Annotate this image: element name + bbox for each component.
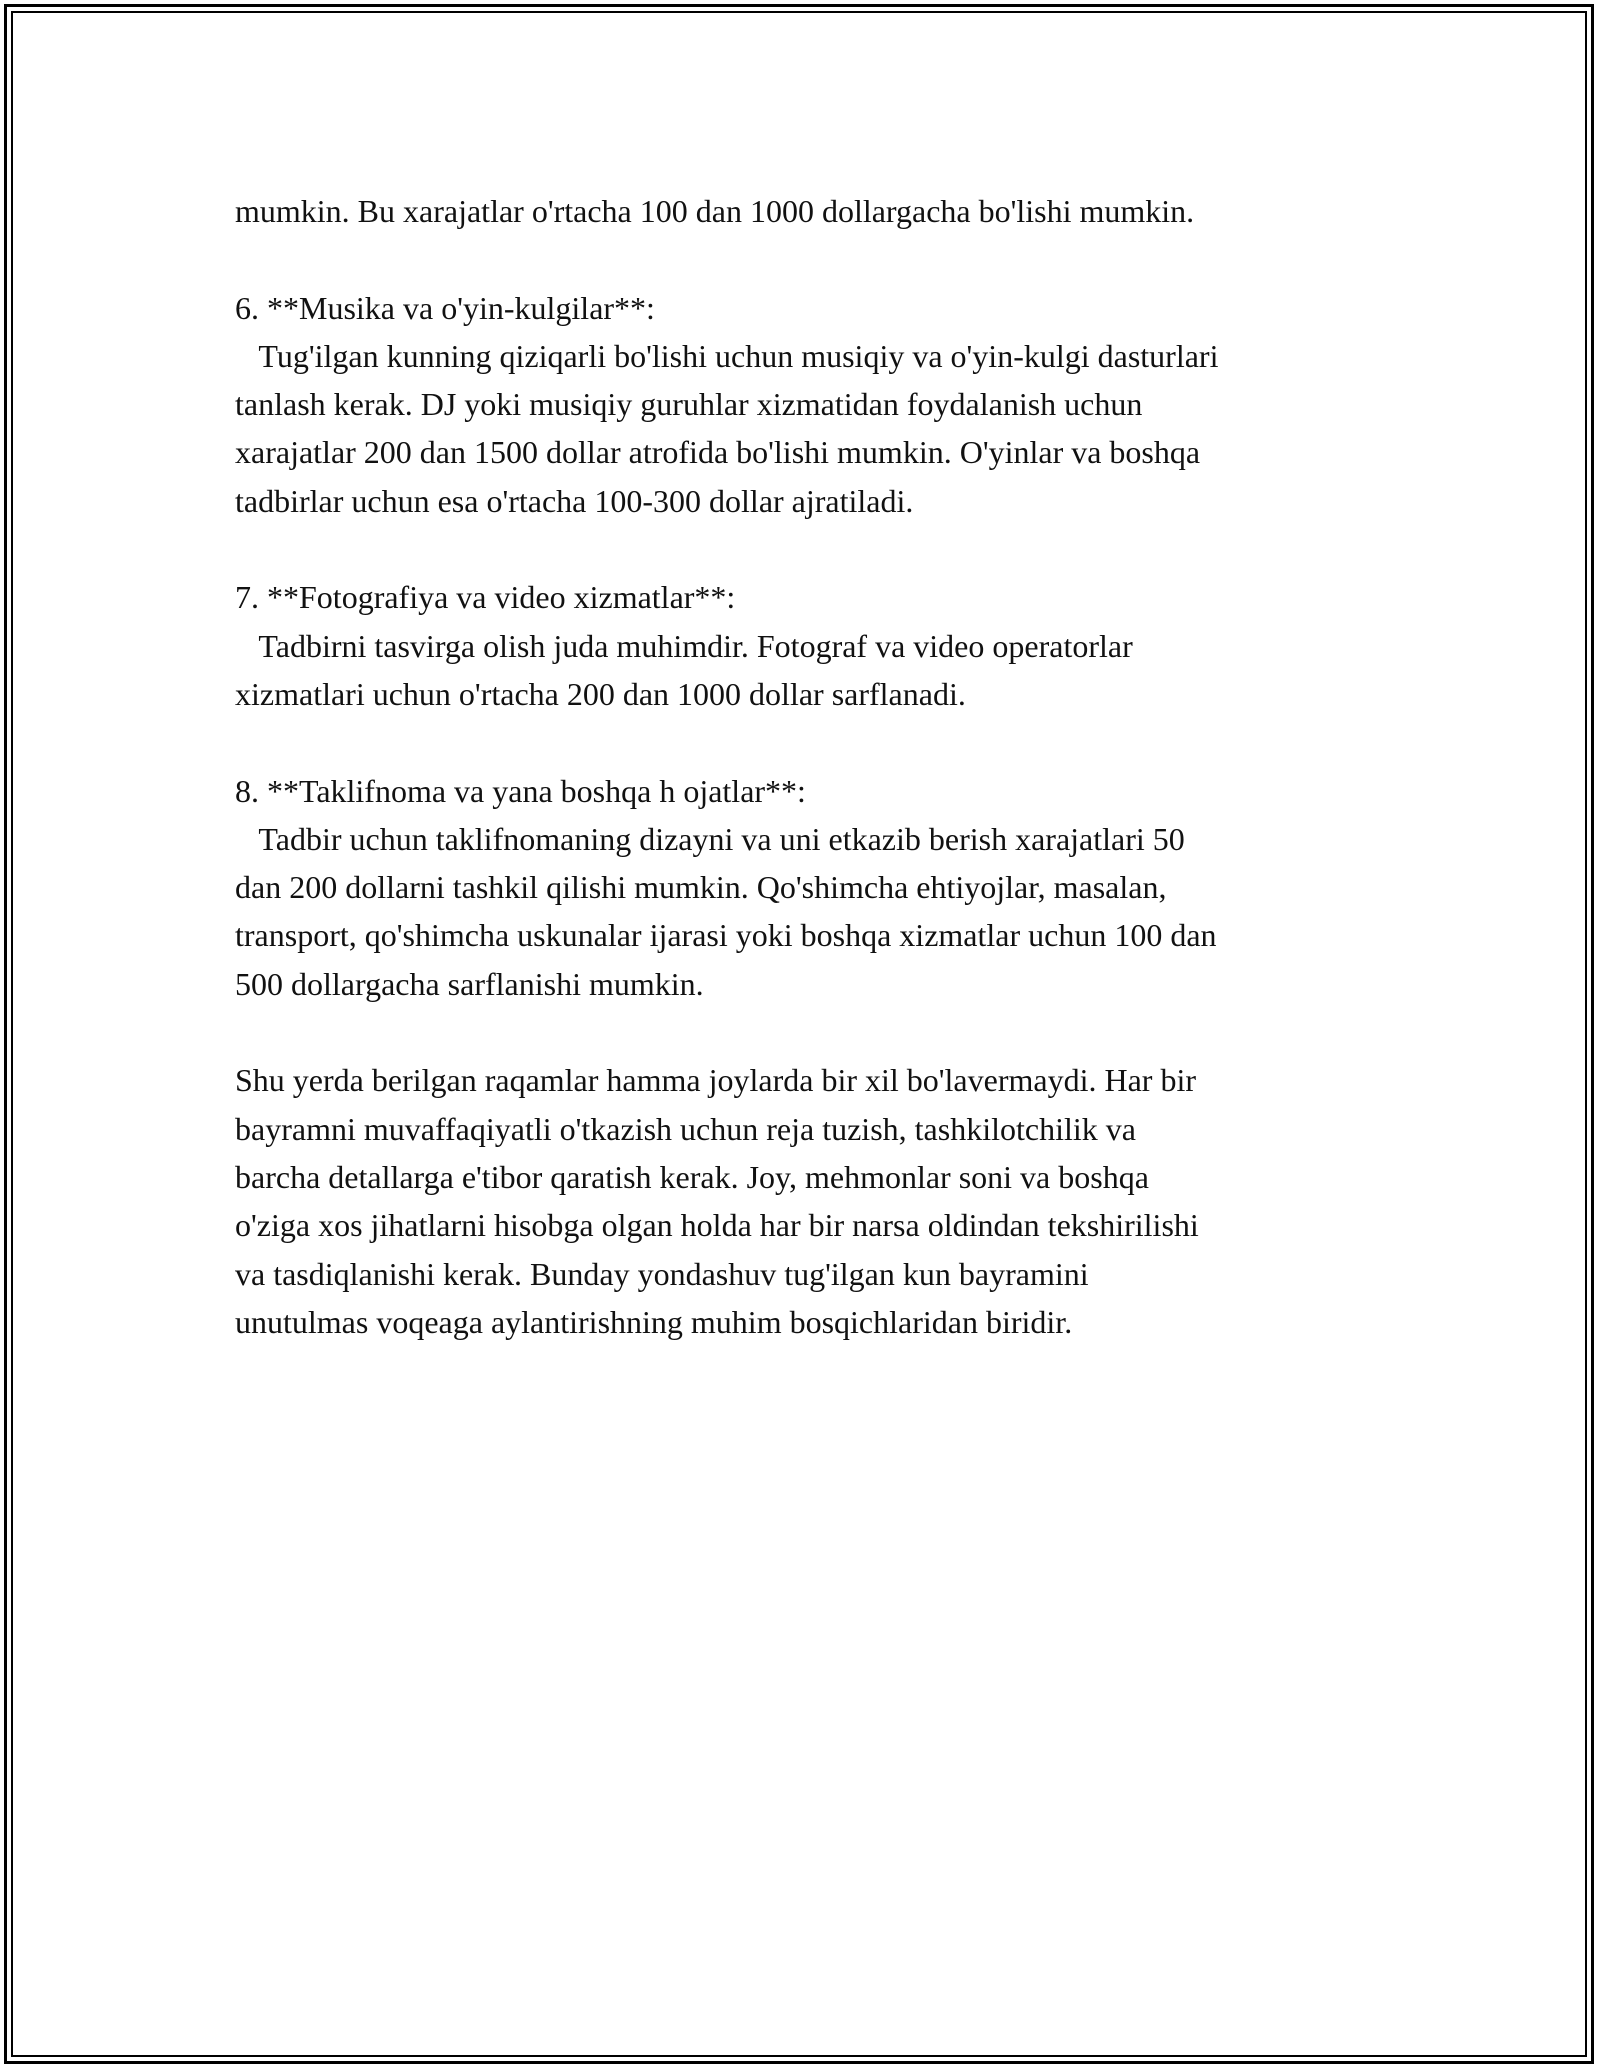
text-line: unutulmas voqeaga aylantirishning muhim bosqichlaridan biridir. bbox=[235, 1303, 1073, 1340]
document-body bbox=[235, 187, 1385, 1346]
text-line: bayramni muvaffaqiyatli o'tkazish uchun reja tuzish, tashkilotchilik va bbox=[235, 1110, 1136, 1147]
section-7 bbox=[235, 573, 1385, 718]
section-heading: 6. **Musika va o'yin-kulgilar**: bbox=[235, 289, 655, 326]
section-heading: 7. **Fotografiya va video xizmatlar**: bbox=[235, 579, 736, 616]
text-line: o'ziga xos jihatlarni hisobga olgan holda har bir narsa oldindan tekshirilishi bbox=[235, 1207, 1199, 1244]
paragraph-gap bbox=[235, 235, 1385, 283]
paragraph-gap bbox=[235, 718, 1385, 766]
paragraph-gap bbox=[235, 525, 1385, 573]
text-line: Tug'ilgan kunning qiziqarli bo'lishi uchun musiqiy va o'yin-kulgi dasturlari bbox=[235, 337, 1219, 374]
text-line: Tadbirni tasvirga olish juda muhimdir. Fotograf va video operatorlar bbox=[235, 627, 1133, 664]
text-line: tadbirlar uchun esa o'rtacha 100-300 dollar ajratiladi. bbox=[235, 482, 914, 519]
section-6 bbox=[235, 284, 1385, 525]
text-line: tanlash kerak. DJ yoki musiqiy guruhlar xizmatidan foydalanish uchun bbox=[235, 386, 1143, 423]
section-8 bbox=[235, 767, 1385, 1008]
section-heading: 8. **Taklifnoma va yana boshqa h ojatlar**: bbox=[235, 772, 806, 809]
text-line: mumkin. Bu xarajatlar o'rtacha 100 dan 1000 dollargacha bo'lishi mumkin. bbox=[235, 193, 1195, 229]
text-line: Tadbir uchun taklifnomaning dizayni va uni etkazib berish xarajatlari 50 bbox=[235, 820, 1185, 857]
text-line: va tasdiqlanishi kerak. Bunday yondashuv tug'ilgan kun bayramini bbox=[235, 1255, 1089, 1292]
text-line: Shu yerda berilgan raqamlar hamma joylarda bir xil bo'lavermaydi. Har bir bbox=[235, 1062, 1196, 1099]
paragraph-gap bbox=[235, 1008, 1385, 1056]
text-line: dan 200 dollarni tashkil qilishi mumkin. Qo'shimcha ehtiyojlar, masalan, bbox=[235, 869, 1167, 906]
intro-paragraph bbox=[235, 187, 1385, 235]
text-line: barcha detallarga e'tibor qaratish kerak. Joy, mehmonlar soni va boshqa bbox=[235, 1158, 1149, 1195]
text-line: xarajatlar 200 dan 1500 dollar atrofida bo'lishi mumkin. O'yinlar va boshqa bbox=[235, 434, 1201, 471]
conclusion-paragraph bbox=[235, 1056, 1385, 1346]
text-line: xizmatlari uchun o'rtacha 200 dan 1000 dollar sarflanadi. bbox=[235, 675, 966, 712]
text-line: 500 dollargacha sarflanishi mumkin. bbox=[235, 965, 704, 1002]
text-line: transport, qo'shimcha uskunalar ijarasi yoki boshqa xizmatlar uchun 100 dan bbox=[235, 917, 1217, 954]
